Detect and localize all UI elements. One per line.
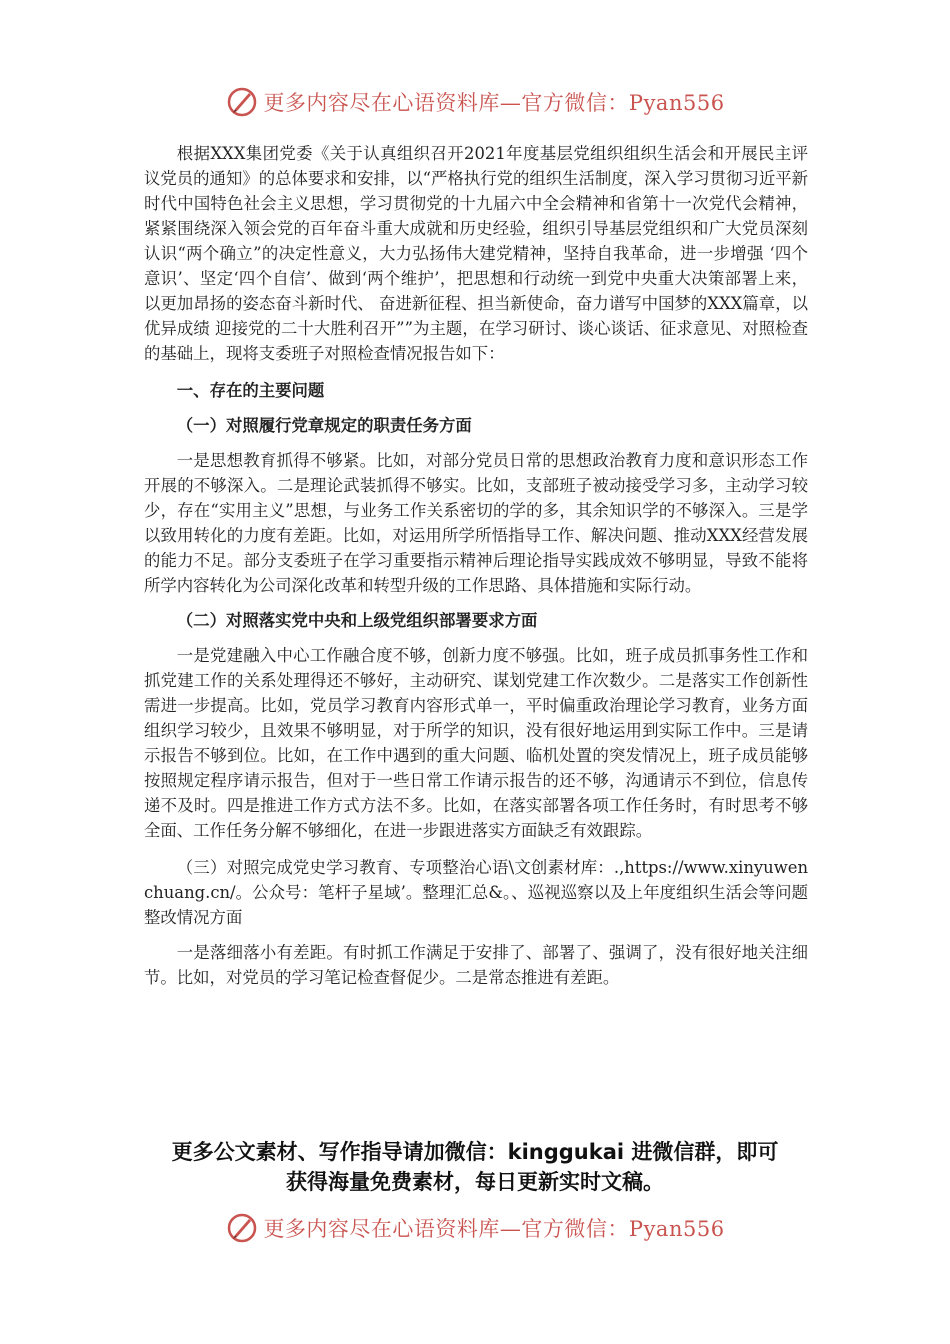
subsection-heading-2: （二）对照落实党中央和上级党组织部署要求方面 (176, 611, 538, 630)
subsection-3-paragraph: 一是落细落小有差距。有时抓工作满足于安排了、部署了、强调了，没有很好地关注细节。比如，对党员的学习笔记检查督促少。二是常态推进有差距。 (144, 943, 808, 987)
section-heading-main-problems: 一、存在的主要问题 (176, 381, 325, 400)
pen-logo-icon (225, 85, 259, 119)
subsection-2-paragraph: 一是党建融入中心工作融合度不够，创新力度不够强。比如，班子成员抓事务性工作和抓党建工作的关系处理得还不够好，主动研究、谋划党建工作次数少。二是落实工作创新性需进一步提高。比如，党员学习教育内容形式单一，平时偏重政治理论学习教育，业务方面组织学习较少，且效果不够明显，对于所学的知识，没有很好地运用到实际工作中。三是请示报告不够到位。比如，在工作中遇到的重大问题、临机处置的突发情况上，班子成员能够按照规定程序请示报告，但对于一些日常工作请示报告的还不够，沟通请示不到位，信息传递不及时。四是推进工作方式方法不多。比如，在落实部署各项工作任务时，有时思考不够全面、工作任务分解不够细化，在进一步跟进落实方面缺乏有效跟踪。 (144, 646, 808, 840)
header-banner-text: 更多内容尽在心语资料库—官方微信：Pyan556 (263, 91, 725, 115)
document-body (144, 141, 808, 990)
footer-banner (0, 1208, 950, 1248)
intro-paragraph: 根据XXX集团党委《关于认真组织召开2021年度基层党组织组织生活会和开展民主评议党员的通知》的总体要求和安排，以“严格执行党的组织生活制度，深入学习贯彻习近平新时代中国特色社会主义思想，学习贯彻党的十九届六中全会精神和省第十一次党代会精神，紧紧围绕深入领会党的百年奋斗重大成就和历史经验，组织引导基层党组织和广大党员深刻认识“两个确立”的决定性意义，大力弘扬伟大建党精神，坚持自我革命，进一步增强 ‘四个意识’、坚定‘四个自信’、做到‘两个维护’，把思想和行动统一到党中央重大决策部署上来，以更加昂扬的姿态奋斗新时代、 奋进新征程、担当新使命，奋力谱写中国梦的XXX篇章，以优异成绩 迎接党的二十大胜利召开””为主题，在学习研讨、谈心谈话、征求意见、对照检查的基础上，现将支委班子对照检查情况报告如下： (144, 144, 809, 363)
pen-logo-icon (225, 1211, 259, 1245)
promo-notice (120, 1137, 830, 1197)
subsection-heading-1: （一）对照履行党章规定的职责任务方面 (176, 416, 472, 435)
promo-notice-line-1: 更多公文素材、写作指导请加微信：kinggukai 进微信群，即可 (171, 1140, 779, 1164)
promo-notice-line-2: 获得海量免费素材，每日更新实时文稿。 (286, 1170, 664, 1194)
footer-banner-text: 更多内容尽在心语资料库—官方微信：Pyan556 (263, 1217, 725, 1241)
header-banner (0, 82, 950, 122)
subsection-heading-3: （三）对照完成党史学习教育、专项整治心语\文创素材库：.,https://www.xinyuwenchuang.cn/。公众号：笔杆子星域’。整理汇总&。、巡视巡察以及上年度组织生活会等问题整改情况方面 (144, 858, 808, 927)
subsection-1-paragraph: 一是思想教育抓得不够紧。比如，对部分党员日常的思想政治教育力度和意识形态工作开展的不够深入。二是理论武装抓得不够实。比如，支部班子被动接受学习多，主动学习较少，存在“实用主义”思想，与业务工作关系密切的学的多，其余知识学的不够深入。三是学以致用转化的力度有差距。比如，对运用所学所悟指导工作、解决问题、推动XXX经营发展的能力不足。部分支委班子在学习重要指示精神后理论指导实践成效不够明显，导致不能将所学内容转化为公司深化改革和转型升级的工作思路、具体措施和实际行动。 (144, 451, 808, 595)
